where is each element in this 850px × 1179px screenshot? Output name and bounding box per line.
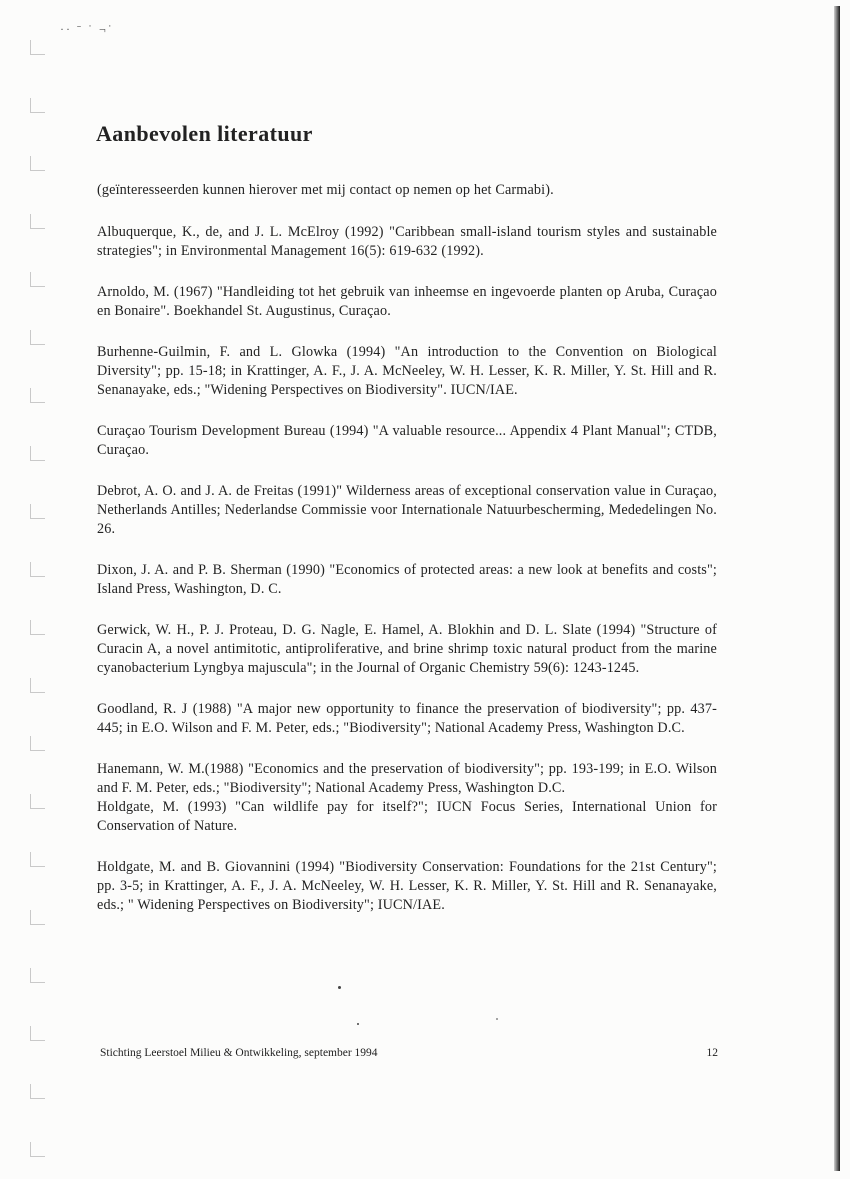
binding-ring [30, 504, 45, 519]
page-footer [100, 1047, 718, 1059]
footer-publisher: Stichting Leerstoel Milieu & Ontwikkeling, september 1994 [100, 1047, 378, 1059]
reference-entry: Arnoldo, M. (1967) "Handleiding tot het gebruik van inheemse en ingevoerde planten op Aruba, Curaçao en Bonaire". Boekhandel St. Augustinus, Curaçao. [97, 284, 717, 319]
binding-ring [30, 98, 45, 113]
binding-ring [30, 1026, 45, 1041]
binding-ring [30, 214, 45, 229]
reference-entry: Goodland, R. J (1988) "A major new opportunity to finance the preservation of biodiversity"; pp. 437-445; in E.O. Wilson and F. M. Peter, eds.; "Biodiversity"; National Academy Press, Washington D.C. [97, 701, 717, 736]
binding-ring [30, 388, 45, 403]
binding-ring [30, 272, 45, 287]
page-edge-shadow [834, 6, 840, 1171]
binding-ring [30, 40, 45, 55]
dust-speck [338, 986, 341, 989]
binding-ring [30, 330, 45, 345]
binding-ring [30, 562, 45, 577]
binding-ring [30, 446, 45, 461]
reference-entry: Burhenne-Guilmin, F. and L. Glowka (1994) "An introduction to the Convention on Biological Diversity"; pp. 15-18; in Krattinger, A. F., J. A. McNeeley, W. H. Lesser, K. R. Miller, Y. St. Hill and R. Senanayake, eds.; "Widening Perspectives on Biodiversity". IUCN/IAE. [97, 344, 717, 398]
intro-note: (geïnteresseerden kunnen hierover met mij contact op nemen op het Carmabi). [97, 182, 554, 198]
binding-ring [30, 794, 45, 809]
bibliography-list [97, 181, 717, 937]
binding-ring [30, 968, 45, 983]
binding-ring [30, 678, 45, 693]
binding-ring [30, 620, 45, 635]
reference-entry: Hanemann, W. M.(1988) "Economics and the preservation of biodiversity"; pp. 193-199; in E.O. Wilson and F. M. Peter, eds.; "Biodiversity"; National Academy Press, Washington D.C. [97, 761, 717, 796]
reference-entry: Albuquerque, K., de, and J. L. McElroy (1992) "Caribbean small-island tourism styles and sustainable strategies"; in Environmental Management 16(5): 619-632 (1992). [97, 224, 717, 259]
binding-spine [30, 0, 50, 1179]
dust-speck [357, 1023, 359, 1025]
binding-ring [30, 1142, 45, 1157]
scan-artifact: ·· ˉ ˙ ¬˙ [60, 22, 114, 36]
binding-ring [30, 910, 45, 925]
dust-speck [496, 1018, 498, 1020]
binding-ring [30, 156, 45, 171]
reference-entry: Debrot, A. O. and J. A. de Freitas (1991)" Wilderness areas of exceptional conservation value in Curaçao, Netherlands Antilles; Nederlandse Commissie voor Internationale Natuurbescherming, Mededelingen No. 26. [97, 483, 717, 537]
reference-entry: Curaçao Tourism Development Bureau (1994) "A valuable resource... Appendix 4 Plant Manual"; CTDB, Curaçao. [97, 423, 717, 458]
reference-entry: Holdgate, M. (1993) "Can wildlife pay for itself?"; IUCN Focus Series, International Union for Conservation of Nature. [97, 799, 717, 834]
page-title: Aanbevolen literatuur [96, 121, 313, 146]
binding-ring [30, 852, 45, 867]
binding-ring [30, 736, 45, 751]
binding-ring [30, 1084, 45, 1099]
page-number: 12 [706, 1047, 718, 1059]
reference-entry: Dixon, J. A. and P. B. Sherman (1990) "Economics of protected areas: a new look at benefits and costs"; Island Press, Washington, D. C. [97, 562, 717, 597]
reference-entry: Gerwick, W. H., P. J. Proteau, D. G. Nagle, E. Hamel, A. Blokhin and D. L. Slate (1994) "Structure of Curacin A, a novel antimitotic, antiproliferative, and brine shrimp toxic natural product from the marine cyanobacterium Lyngbya majuscula"; in the Journal of Organic Chemistry 59(6): 1243-1245. [97, 622, 717, 676]
reference-entry: Holdgate, M. and B. Giovannini (1994) "Biodiversity Conservation: Foundations for the 21st Century"; pp. 3-5; in Krattinger, A. F., J. A. McNeeley, W. H. Lesser, K. R. Miller, Y. St. Hill and R. Senanayake, eds.; " Widening Perspectives on Biodiversity"; IUCN/IAE. [97, 859, 717, 913]
